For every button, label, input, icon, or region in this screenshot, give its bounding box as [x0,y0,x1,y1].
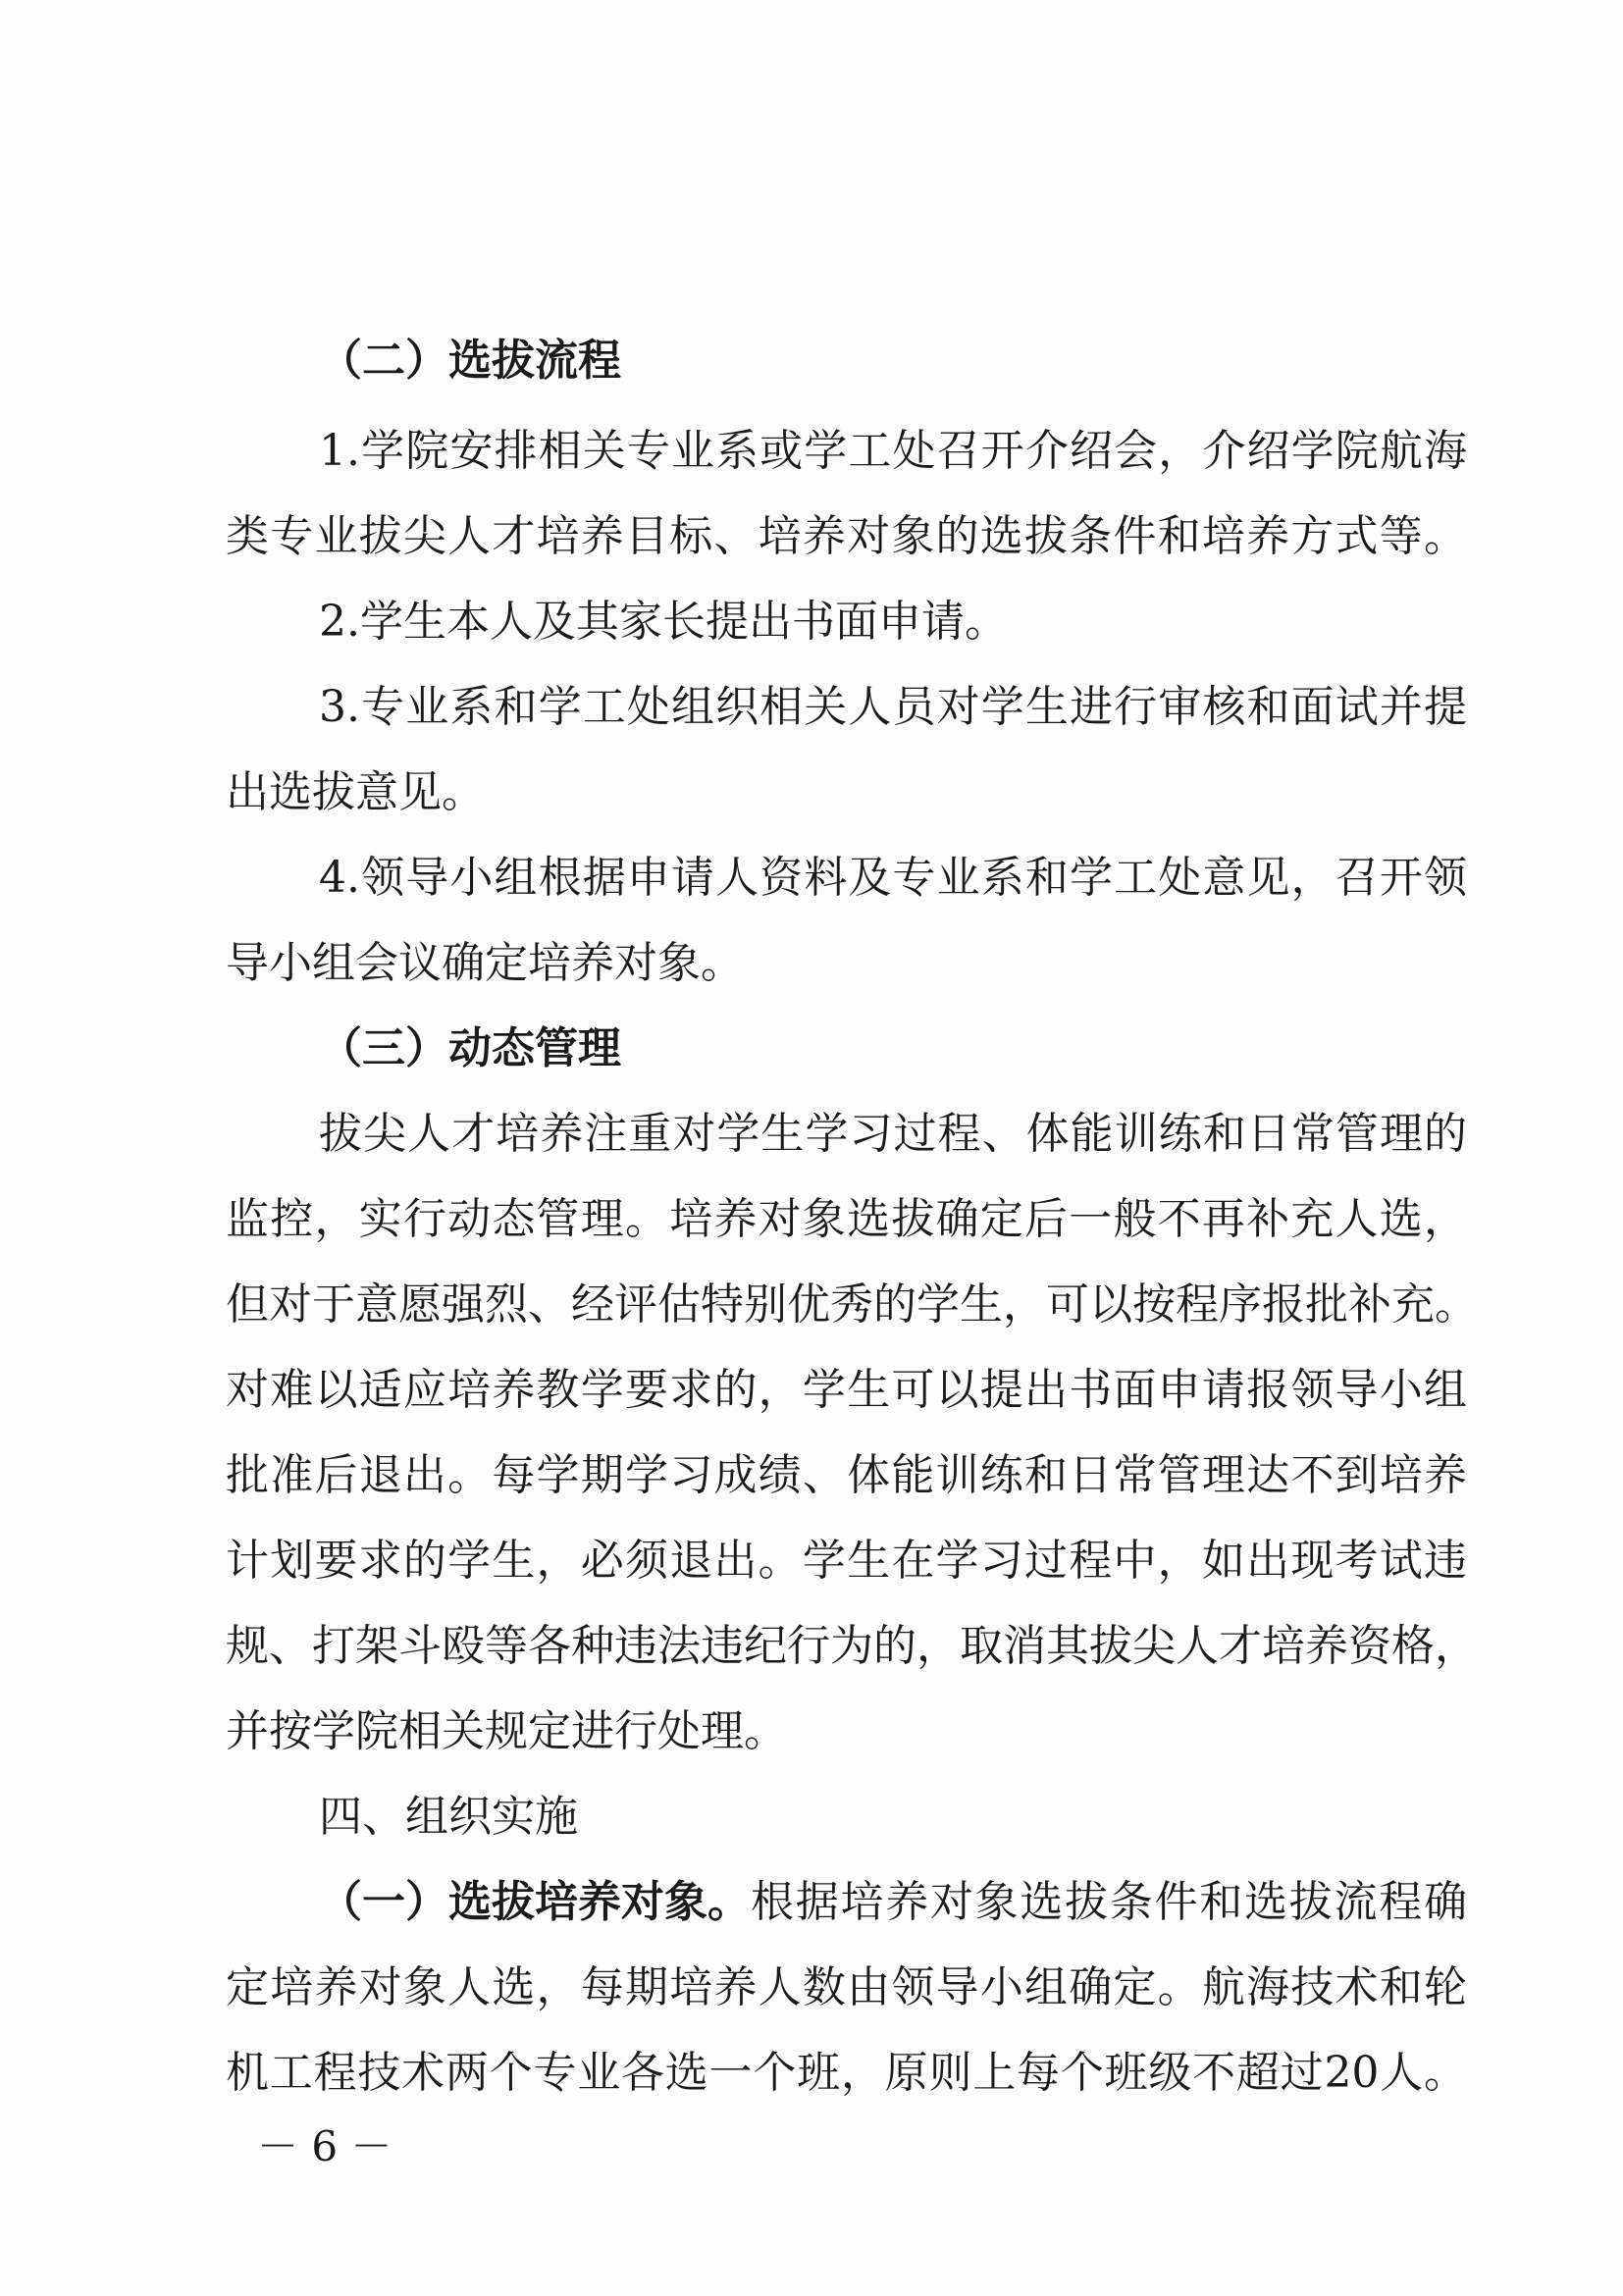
paragraph-line: 对难以适应培养教学要求的，学生可以提出书面申请报领导小组 [226,1365,1467,1415]
paragraph-line: 出选拔意见。 [226,767,485,817]
paragraph-line: 监控，实行动态管理。培养对象选拔确定后一般不再补充人选， [226,1194,1467,1244]
paragraph-line: 机工程技术两个专业各选一个班，原则上每个班级不超过20人。 [226,2048,1467,2098]
paragraph-line: 4.领导小组根据申请人资料及专业系和学工处意见，召开领 [319,853,1467,903]
paragraph-line: 计划要求的学生，必须退出。学生在学习过程中，如出现考试违 [226,1536,1467,1586]
inline-bold-heading: （一）选拔培养对象。 [319,1877,751,1927]
paragraph-line: 并按学院相关规定进行处理。 [226,1706,787,1756]
paragraph-line: 导小组会议确定培养对象。 [226,938,744,988]
paragraph-line: 2.学生本人及其家长提出书面申请。 [319,597,1008,647]
paragraph-line [319,1873,1467,1932]
page-number: － 6 － [257,2122,393,2170]
paragraph-line: 拔尖人才培养注重对学生学习过程、体能训练和日常管理的 [319,1109,1467,1159]
paragraph-line: 规、打架斗殴等各种违法违纪行为的，取消其拔尖人才培养资格， [226,1621,1478,1671]
paragraph-line: 3.专业系和学工处组织相关人员对学生进行审核和面试并提 [319,682,1467,732]
paragraph-line: 类专业拔尖人才培养目标、培养对象的选拔条件和培养方式等。 [226,511,1467,561]
heading-selection-process: （二）选拔流程 [319,336,621,386]
heading-dynamic-management: （三）动态管理 [319,1023,621,1073]
paragraph-line: 定培养对象人选，每期培养人数由领导小组确定。航海技术和轮 [226,1962,1467,2012]
paragraph-line: 批准后退出。每学期学习成绩、体能训练和日常管理达不到培养 [226,1450,1467,1500]
inline-text: 根据培养对象选拔条件和选拔流程确 [751,1877,1467,1927]
paragraph-line: 但对于意愿强烈、经评估特别优秀的学生，可以按程序报批补充。 [226,1279,1478,1330]
paragraph-line: 1.学院安排相关专业系或学工处召开介绍会，介绍学院航海 [319,426,1467,476]
heading-organization-implementation: 四、组织实施 [319,1792,578,1842]
